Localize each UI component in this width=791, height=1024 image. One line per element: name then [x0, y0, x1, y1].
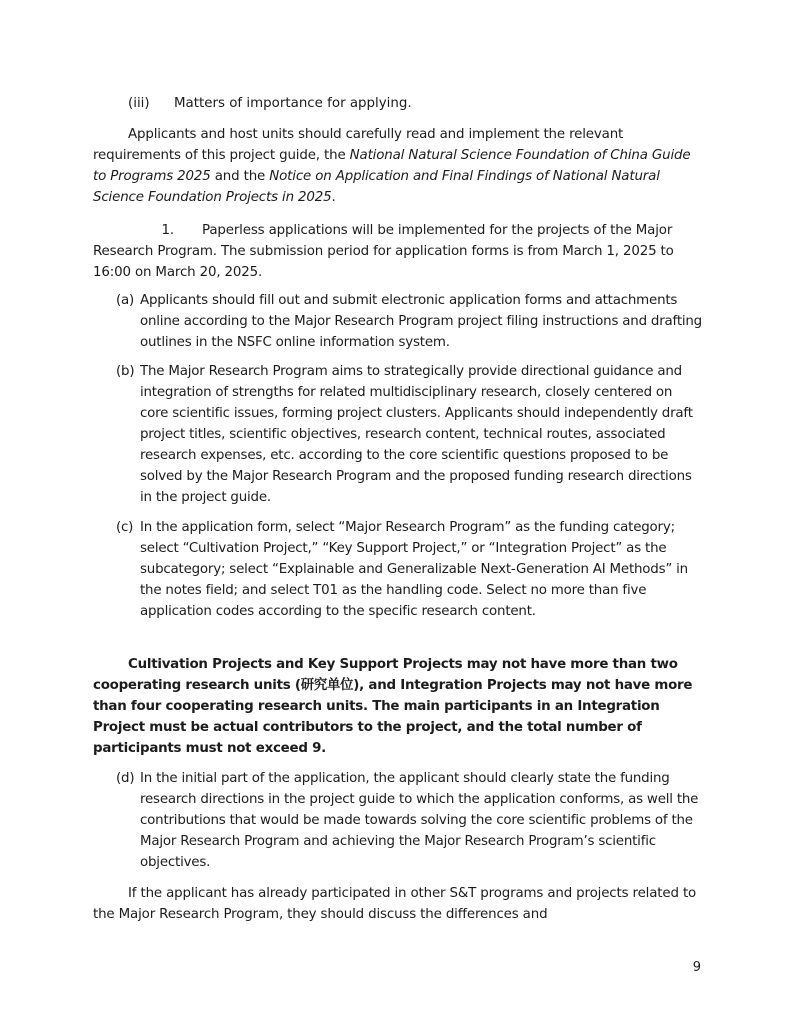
notice-title: Notice on Application and Final Findings of National Natural Science Foundation Projects in 2025 — [93, 169, 660, 205]
section-title: Matters of importance for applying. — [174, 96, 412, 111]
intro-text-2: and the — [210, 169, 270, 184]
subitem-a — [116, 290, 702, 353]
bold-notice: Cultivation Projects and Key Support Projects may not have more than two cooperating research units (研究单位), and Integration Projects may not have more than four cooperating research units. The main participants in an Integration Project must be actual contributors to the project, and the total number of participants must not exceed 9. — [93, 657, 693, 756]
subitem-text: Applicants should fill out and submit electronic application forms and attachments online according to the Major Research Program project filing instructions and drafting outlines in the NSFC online information system. — [140, 293, 702, 350]
page-number: 9 — [692, 960, 701, 975]
item-number: 1. — [161, 223, 174, 238]
subitem-marker: (d) — [116, 771, 135, 786]
closing-paragraph: If the applicant has already participated in other S&T programs and projects related to the Major Research Program, they should discuss the differences and — [93, 886, 697, 922]
subitem-text: The Major Research Program aims to strategically provide directional guidance and integration of strengths for related multidisciplinary research, closely centered on core scientific issues, forming project clusters. Applicants should independently draft project titles, scientific objectives, research content, technical routes, associated research expenses, etc. according to the core scientific questions proposed to be solved by the Major Research Program and the proposed funding research directions in the project guide. — [140, 364, 693, 505]
intro-text-3: . — [331, 190, 336, 205]
subitem-b — [116, 361, 702, 508]
subitem-text: In the initial part of the application, the applicant should clearly state the funding research directions in the project guide to which the application conforms, as well the contributions that would be made towards solving the core scientific problems of the Major Research Program and achieving the Major Research Program’s scientific objectives. — [140, 771, 699, 870]
section-number: (iii) — [128, 96, 150, 111]
section-heading — [128, 95, 412, 113]
subitem-text: In the application form, select “Major Research Program” as the funding category; select “Cultivation Project,” “Key Support Project,” or “Integration Project” as the subcategory; select “Explainable and Generalizable Next-Generation AI Methods” in the notes field; and select T01 as the handling code. Select no more than five application codes according to the specific research content. — [140, 520, 688, 619]
intro-text-1: Applicants and host units should carefully read and implement the relevant requirements of this project guide, the — [93, 127, 624, 163]
subitem-marker: (a) — [116, 293, 135, 308]
subitem-c — [116, 517, 702, 622]
intro-paragraph — [93, 124, 699, 208]
item-text: Paperless applications will be implemented for the projects of the Major Research Program. The submission period for application forms is from March 1, 2025 to 16:00 on March 20, 2025. — [93, 223, 674, 280]
subitem-marker: (b) — [116, 364, 135, 379]
subitem-d — [116, 768, 702, 873]
numbered-item-1 — [93, 220, 699, 283]
guide-title: National Natural Science Foundation of China Guide to Programs 2025 — [93, 148, 691, 184]
subitem-marker: (c) — [116, 520, 134, 535]
